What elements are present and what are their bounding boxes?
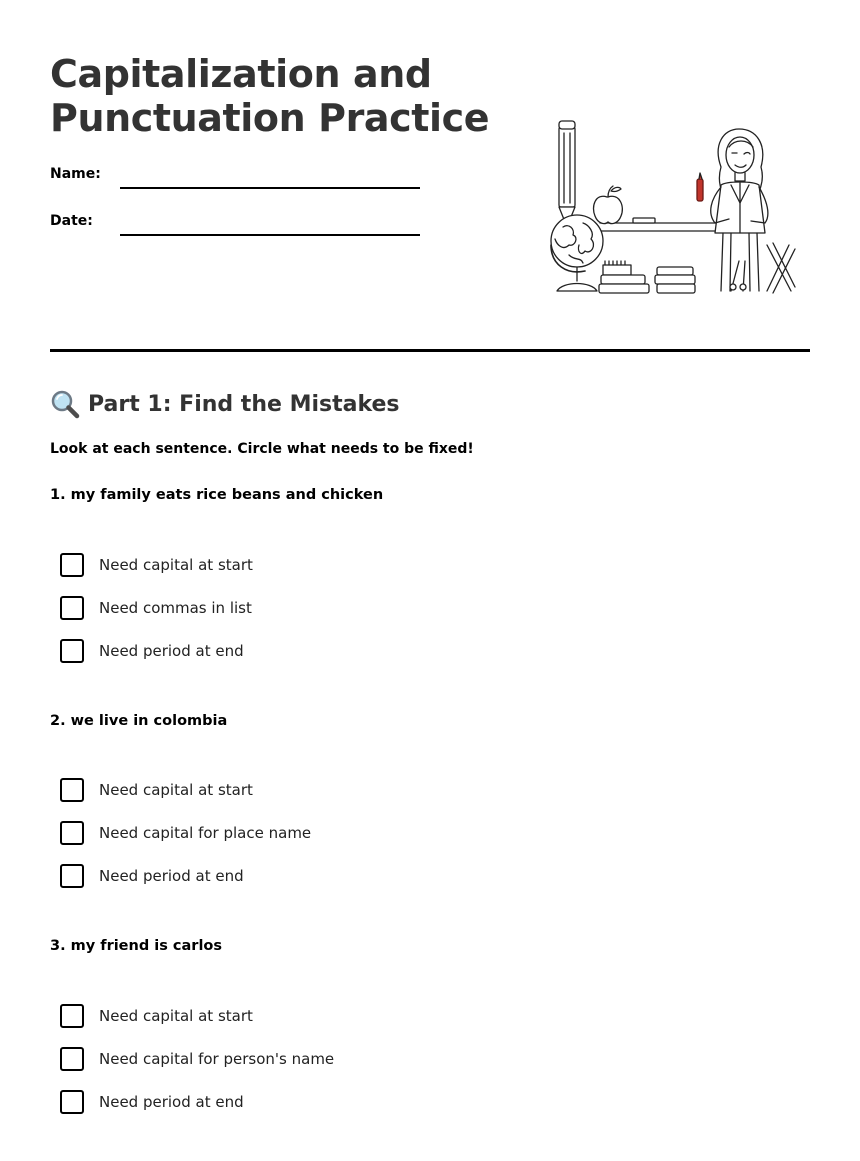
teacher-icon: [697, 129, 768, 291]
checkbox[interactable]: [60, 1090, 84, 1114]
option-label: Need capital for place name: [99, 824, 312, 842]
checkbox[interactable]: [60, 1004, 84, 1028]
pencils-icon: [730, 243, 795, 293]
option-label: Need period at end: [99, 867, 244, 885]
q1-option-2[interactable]: [60, 596, 252, 620]
name-field-line[interactable]: [120, 187, 420, 189]
option-label: Need capital for person's name: [99, 1050, 335, 1068]
checkbox[interactable]: [60, 596, 84, 620]
part1-heading-text: Part 1: Find the Mistakes: [88, 391, 400, 417]
checkbox[interactable]: [60, 553, 84, 577]
q2-option-1[interactable]: [60, 778, 253, 802]
option-label: Need commas in list: [99, 599, 252, 617]
date-label: Date:: [50, 213, 93, 229]
q3-option-3[interactable]: [60, 1090, 244, 1114]
title-line-2: Punctuation Practice: [50, 96, 490, 140]
globe-icon: [551, 215, 603, 291]
date-field-line[interactable]: [120, 234, 420, 236]
checkbox[interactable]: [60, 821, 84, 845]
question-3: 3. my friend is carlos: [50, 938, 223, 954]
name-label: Name:: [50, 166, 101, 182]
section-divider: [50, 349, 810, 352]
q1-option-1[interactable]: [60, 553, 253, 577]
worksheet-title: [50, 52, 510, 140]
option-label: Need capital at start: [99, 1007, 253, 1025]
books-icon: [599, 261, 695, 293]
checkbox[interactable]: [60, 778, 84, 802]
checkbox[interactable]: [60, 1047, 84, 1071]
checkbox[interactable]: [60, 864, 84, 888]
question-2: 2. we live in colombia: [50, 713, 228, 729]
part1-instruction: Look at each sentence. Circle what needs to be fixed!: [50, 441, 474, 457]
magnifying-glass-icon: [50, 389, 80, 419]
title-line-1: Capitalization and: [50, 52, 432, 96]
teacher-classroom-illustration: [545, 115, 805, 300]
option-label: Need period at end: [99, 642, 244, 660]
pencil-icon: [559, 121, 575, 227]
checkbox[interactable]: [60, 639, 84, 663]
q3-option-2[interactable]: [60, 1047, 334, 1071]
q1-option-3[interactable]: [60, 639, 244, 663]
q2-option-2[interactable]: [60, 821, 311, 845]
q2-option-3[interactable]: [60, 864, 244, 888]
q3-option-1[interactable]: [60, 1004, 253, 1028]
option-label: Need capital at start: [99, 556, 253, 574]
option-label: Need capital at start: [99, 781, 253, 799]
part1-heading: [50, 388, 400, 420]
question-1: 1. my family eats rice beans and chicken: [50, 487, 384, 503]
apple-icon: [594, 186, 623, 224]
option-label: Need period at end: [99, 1093, 244, 1111]
